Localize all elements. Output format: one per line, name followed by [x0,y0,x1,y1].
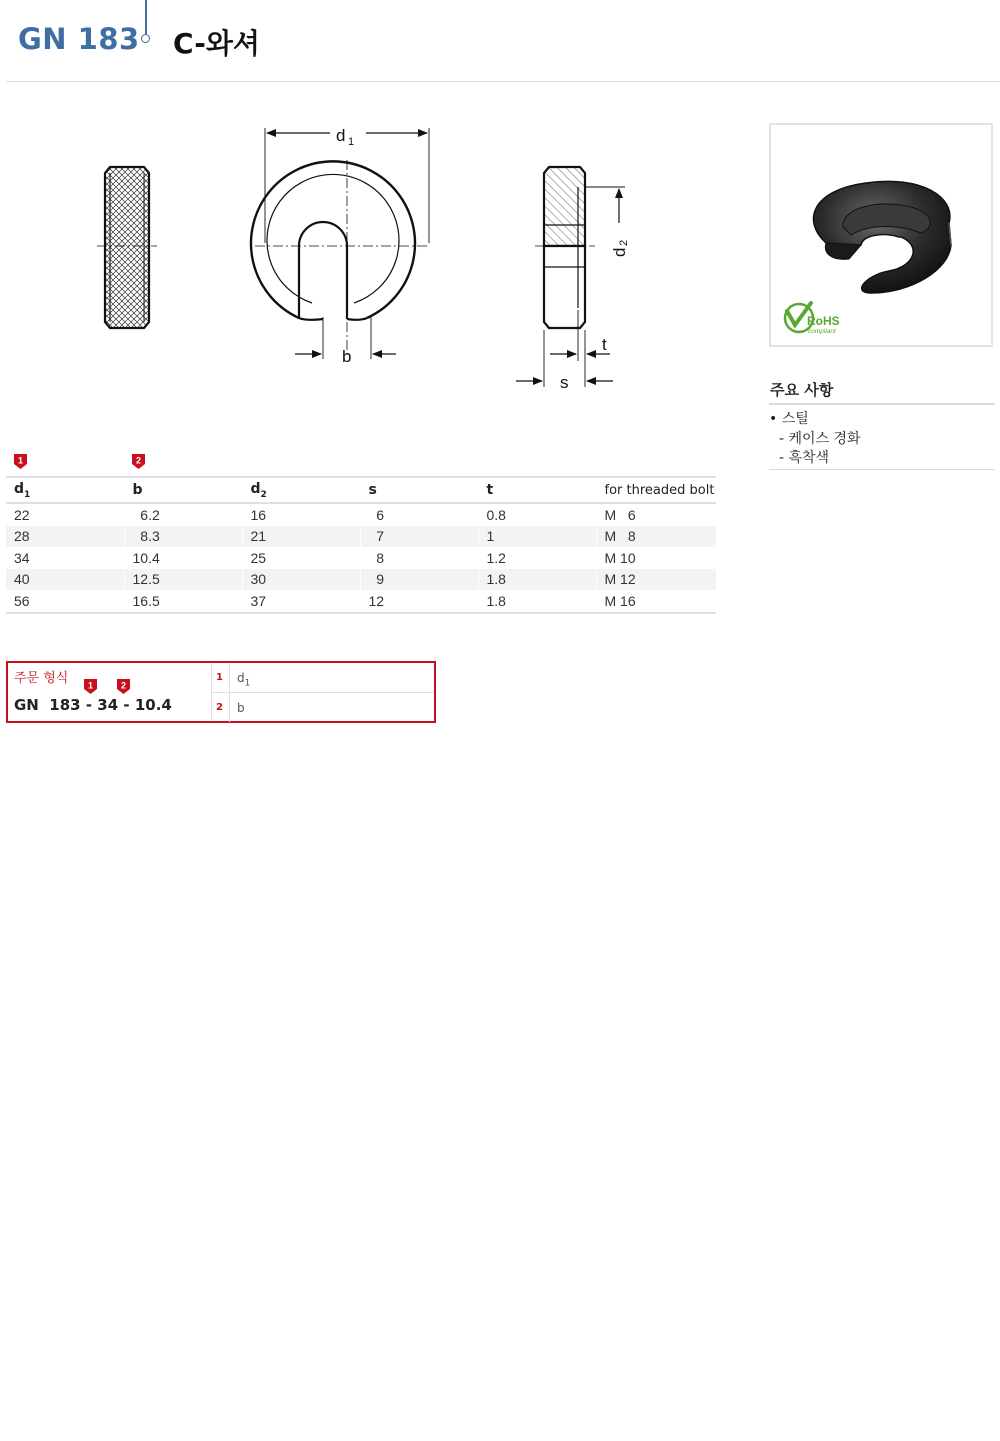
feature-item-steel: • 스틸 [769,411,809,427]
cell-s: 9 [360,569,478,591]
cell-d2: 25 [242,547,360,569]
header-accent-dot [141,34,150,43]
product-photo [769,123,993,347]
cell-b: 10.4 [124,547,242,569]
cell-b: 16.5 [124,590,242,613]
col-header-thread: for threaded bolt [596,477,716,503]
rohs-compliant-text: compliant [808,328,836,335]
dim-label-d1-sub: 1 [348,136,355,148]
cell-d1: 40 [6,569,124,591]
cell-s: 6 [360,503,478,526]
order-example-box [6,661,436,723]
cell-b: 12.5 [124,569,242,591]
order-marker-2-icon [117,679,130,694]
cell-thread: M 16 [596,590,716,613]
cell-d2: 21 [242,526,360,548]
order-label: 주문 형식 [14,671,69,686]
order-legend-num: 2 [216,702,223,713]
rohs-badge [785,303,840,335]
dim-label-d2-sub: 2 [618,239,630,246]
header-accent-line [145,0,147,34]
features-title: 주요 사항 [770,381,834,399]
marker-2-icon [132,454,145,469]
order-legend-num: 1 [216,672,223,683]
dimension-b [295,317,396,366]
cell-d1: 28 [6,526,124,548]
cell-thread: M 6 [596,503,716,526]
order-legend-value: $d_1$ [237,671,251,689]
order-marker-1-icon [84,679,97,694]
feature-item-black-oxide: - 흑착색 [779,450,830,466]
dim-label-d2: d [610,247,629,257]
table-row [6,526,716,548]
dimension-d2 [585,187,630,257]
table-row [6,590,716,613]
features-divider-bottom [769,469,995,470]
order-legend [212,663,434,722]
order-legend-row-2 [212,692,434,722]
side-view-knurled [97,167,157,328]
marker-1-icon [14,454,27,469]
page-title: C-와셔 [173,27,260,60]
svg-text:2: 2 [120,680,127,691]
col-header-b: b [124,477,242,503]
features-divider-top [769,403,995,405]
table-row [6,503,716,526]
svg-text:2: 2 [135,455,142,466]
cell-s: 7 [360,526,478,548]
cell-s: 12 [360,590,478,613]
cell-d1: 56 [6,590,124,613]
dim-label-s: s [560,373,569,392]
cell-t: 1.8 [478,569,596,591]
cell-d2: 30 [242,569,360,591]
svg-text:1: 1 [17,455,24,466]
technical-drawing [80,115,650,400]
col-header-d2: $d_2$ [242,477,360,503]
dim-label-t: t [602,335,607,354]
features-list [769,410,995,469]
cell-d1: 22 [14,506,30,523]
dim-label-d1: d [336,126,346,145]
cell-t: 1 [478,526,596,548]
order-legend-value: b [237,701,245,715]
dimension-s [516,330,613,392]
dimension-table [6,476,716,614]
cell-t: 1.2 [478,547,596,569]
order-legend-row-1 [212,663,434,692]
c-washer-render [771,125,991,345]
col-header-d1: $d_1$ [6,477,124,503]
cell-thread: M 8 [596,526,716,548]
col-header-t: t [478,477,596,503]
cell-d2: 16 [242,503,360,526]
cell-b: 6.2 [124,503,242,526]
header-divider [6,81,1000,82]
table-header-row [6,477,716,503]
col-header-s: s [360,477,478,503]
front-view-c-washer [251,118,430,355]
section-view [535,167,595,328]
cell-d2: 37 [242,590,360,613]
product-code: GN 183 [18,22,140,56]
cell-d1: 34 [14,549,30,566]
cell-t: 1.8 [478,590,596,613]
cell-thread: M 10 [596,547,716,569]
table-row [6,569,716,591]
cell-t: 0.8 [478,503,596,526]
cell-s: 8 [360,547,478,569]
feature-item-case-hardened: - 케이스 경화 [779,430,861,447]
cell-b: 8.3 [124,526,242,548]
rohs-text: RoHS [807,314,840,328]
svg-text:1: 1 [87,680,94,691]
order-code: GN 183 - 34 - 10.4 [14,696,172,714]
table-row [6,547,716,569]
cell-thread: M 12 [596,569,716,591]
dim-label-b: b [342,347,352,366]
